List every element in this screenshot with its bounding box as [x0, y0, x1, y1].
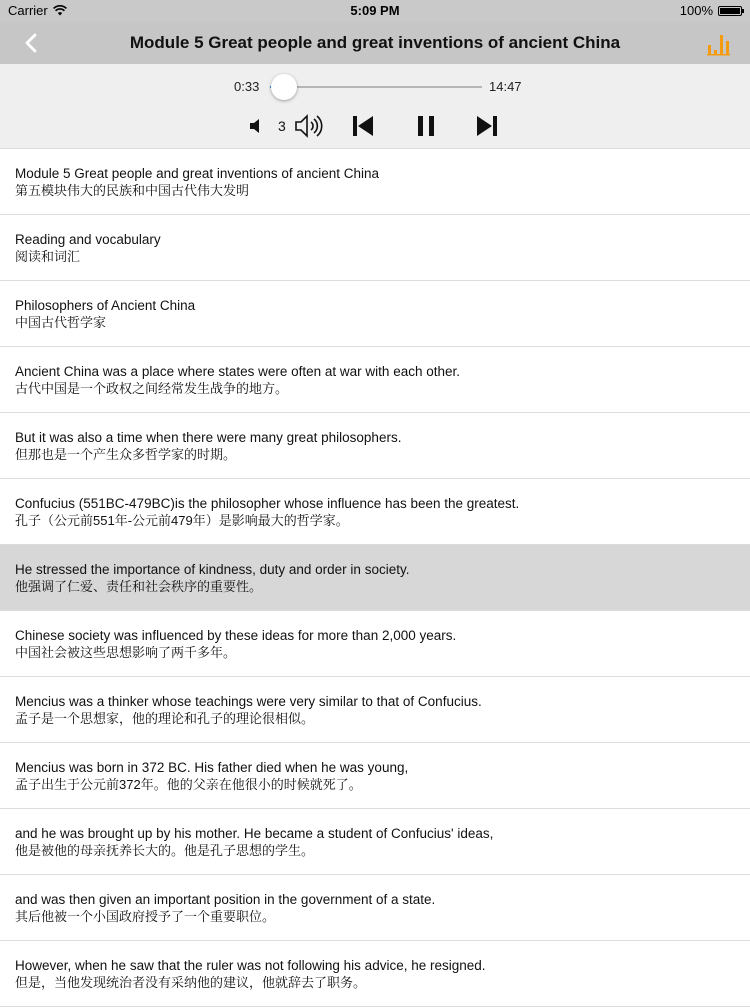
- status-bar: [0, 0, 750, 22]
- slider-thumb[interactable]: [271, 74, 297, 100]
- nav-bar: [0, 22, 750, 64]
- back-button[interactable]: [16, 28, 46, 58]
- progress-slider[interactable]: [270, 75, 482, 99]
- chevron-left-icon: [24, 33, 38, 53]
- sentence-chinese: 第五模块伟大的民族和中国古代伟大发明: [15, 183, 250, 198]
- pause-icon[interactable]: [414, 113, 438, 139]
- sentence-chinese: 中国古代哲学家: [15, 315, 107, 330]
- sentence-english: Module 5 Great people and great inventions of ancient China: [15, 166, 379, 181]
- bar-chart-icon: [704, 28, 734, 58]
- sentence-row[interactable]: [0, 413, 750, 479]
- sentence-list: [0, 149, 750, 1007]
- sentence-row[interactable]: [0, 677, 750, 743]
- slider-track: [270, 86, 482, 88]
- sentence-chinese: 孔子（公元前551年-公元前479年）是影响最大的哲学家。: [15, 513, 349, 528]
- sentence-english: and he was brought up by his mother. He became a student of Confucius' ideas,: [15, 826, 494, 841]
- sentence-row[interactable]: [0, 809, 750, 875]
- total-time: 14:47: [489, 79, 522, 94]
- sentence-row[interactable]: [0, 743, 750, 809]
- sentence-row[interactable]: [0, 941, 750, 1007]
- sentence-chinese: 中国社会被这些思想影响了两千多年。: [15, 645, 237, 660]
- sentence-chinese: 但是，当他发现统治者没有采纳他的建议，他就辞去了职务。: [15, 975, 367, 990]
- battery-percent: 100%: [679, 3, 713, 18]
- sentence-chinese: 其后他被一个小国政府授予了一个重要职位。: [15, 909, 276, 924]
- sentence-english: However, when he saw that the ruler was not following his advice, he resigned.: [15, 958, 486, 973]
- sentence-english: He stressed the importance of kindness, duty and order in society.: [15, 562, 410, 577]
- sentence-chinese: 但那也是一个产生众多哲学家的时期。: [15, 447, 237, 462]
- sentence-row[interactable]: [0, 149, 750, 215]
- sentence-english: Mencius was a thinker whose teachings were very similar to that of Confucius.: [15, 694, 482, 709]
- sentence-chinese: 他强调了仁爱、责任和社会秩序的重要性。: [15, 579, 263, 594]
- sentence-english: Reading and vocabulary: [15, 232, 161, 247]
- sentence-chinese: 阅读和词汇: [15, 249, 81, 264]
- current-time: 0:33: [234, 79, 260, 94]
- sentence-english: Mencius was born in 372 BC. His father died when he was young,: [15, 760, 409, 775]
- sentence-row[interactable]: [0, 875, 750, 941]
- sentence-row[interactable]: [0, 479, 750, 545]
- volume-up-icon[interactable]: [294, 113, 326, 139]
- next-track-icon[interactable]: [474, 113, 500, 139]
- sentence-english: But it was also a time when there were many great philosophers.: [15, 430, 402, 445]
- sentence-row[interactable]: [0, 215, 750, 281]
- battery-icon: [718, 6, 742, 16]
- sentence-row[interactable]: [0, 281, 750, 347]
- sentence-chinese: 孟子出生于公元前372年。他的父亲在他很小的时候就死了。: [15, 777, 362, 792]
- sentence-row[interactable]: [0, 545, 750, 611]
- sentence-chinese: 古代中国是一个政权之间经常发生战争的地方。: [15, 381, 289, 396]
- sentence-chinese: 他是被他的母亲抚养长大的。他是孔子思想的学生。: [15, 843, 315, 858]
- status-time: 5:09 PM: [350, 3, 400, 18]
- sentence-english: Ancient China was a place where states were often at war with each other.: [15, 364, 460, 379]
- sentence-english: and was then given an important position in the government of a state.: [15, 892, 436, 907]
- sentence-english: Chinese society was influenced by these ideas for more than 2,000 years.: [15, 628, 457, 643]
- sentence-chinese: 孟子是一个思想家，他的理论和孔子的理论很相似。: [15, 711, 315, 726]
- stats-button[interactable]: [704, 28, 734, 58]
- sentence-row[interactable]: [0, 611, 750, 677]
- sentence-row[interactable]: [0, 347, 750, 413]
- previous-track-icon[interactable]: [350, 113, 376, 139]
- volume-down-icon[interactable]: [248, 117, 266, 135]
- status-right: [680, 3, 742, 18]
- page-title: Module 5 Great people and great inventions of ancient China: [129, 33, 621, 52]
- playback-controls: [0, 108, 750, 144]
- volume-level: 3: [278, 118, 286, 134]
- sentence-english: Confucius (551BC-479BC)is the philosopher whose influence has been the greatest.: [15, 496, 520, 511]
- audio-player: [0, 64, 750, 149]
- sentence-english: Philosophers of Ancient China: [15, 298, 196, 313]
- carrier-label: Carrier: [8, 3, 48, 18]
